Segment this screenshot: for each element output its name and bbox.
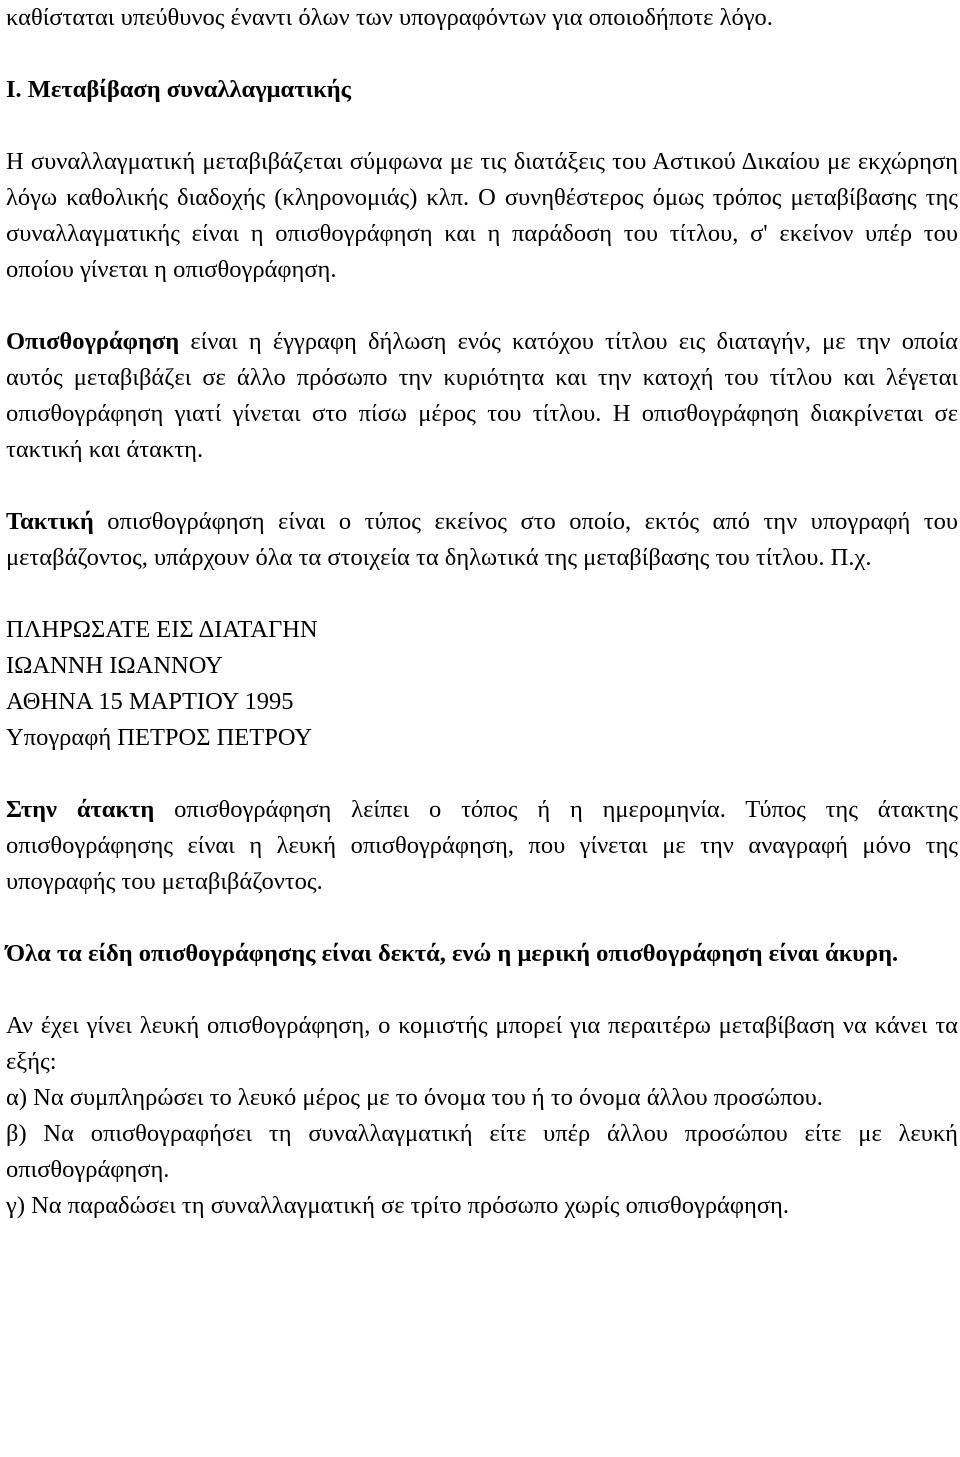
section-title: Ι. Μεταβίβαση συναλλαγματικής	[6, 76, 351, 103]
blank-endorsement-intro: Αν έχει γίνει λευκή οπισθογράφηση, ο κομιστής μπορεί για περαιτέρω μεταβίβαση να κάνει τα εξής:	[6, 1012, 958, 1075]
blank-option-b: β) Να οπισθογραφήσει τη συναλλαγματική είτε υπέρ άλλου προσώπου είτε με λευκή οπισθογράφηση.	[6, 1120, 958, 1183]
definition-paragraph	[6, 324, 958, 468]
document-page	[6, 0, 958, 1224]
rule-paragraph: Όλα τα είδη οπισθογράφησης είναι δεκτά, ενώ η μερική οπισθογράφηση είναι άκυρη.	[6, 940, 899, 967]
transfer-paragraph: Η συναλλαγματική μεταβιβάζεται σύμφωνα με τις διατάξεις του Αστικού Δικαίου με εκχώρηση λόγω καθολικής διαδοχής (κληρονομιάς) κλπ. Ο συνηθέστερος όμως τρόπος μεταβίβασης της συναλλαγματικής είναι η οπισθογράφηση και η παράδοση του τίτλου, σ' εκείνον υπέρ του οποίου γίνεται η οπισθογράφηση.	[6, 148, 958, 283]
intro-paragraph: καθίσταται υπεύθυνος έναντι όλων των υπογραφόντων για οποιοδήποτε λόγο.	[6, 4, 773, 31]
blank-option-c: γ) Να παραδώσει τη συναλλαγματική σε τρίτο πρόσωπο χωρίς οπισθογράφηση.	[6, 1192, 789, 1219]
irregular-text: οπισθογράφηση λείπει ο τόπος ή η ημερομηνία. Τύπος της άτακτης οπισθογράφησης είναι η λευκή οπισθογράφηση, που γίνεται με την αναγραφή μόνο της υπογραφής του μεταβιβάζοντος.	[6, 796, 958, 895]
irregular-term: Στην άτακτη	[6, 796, 155, 823]
endorsement-example	[6, 612, 958, 756]
blank-option-a: α) Να συμπληρώσει το λευκό μέρος με το όνομα του ή το όνομα άλλου προσώπου.	[6, 1084, 823, 1111]
irregular-endorsement-paragraph	[6, 792, 958, 900]
regular-endorsement-paragraph	[6, 504, 958, 576]
regular-text: οπισθογράφηση είναι ο τύπος εκείνος στο οποίο, εκτός από την υπογραφή του μεταβάζοντος, υπάρχουν όλα τα στοιχεία τα δηλωτικά της μεταβίβασης του τίτλου. Π.χ.	[6, 508, 958, 571]
example-line-payee: ΙΩΑΝΝΗ ΙΩΑΝΝΟΥ	[6, 652, 223, 679]
example-line-pay-order: ΠΛΗΡΩΣΑΤΕ ΕΙΣ ΔΙΑΤΑΓΗΝ	[6, 616, 318, 643]
example-line-place-date: ΑΘΗΝΑ 15 ΜΑΡΤΙΟΥ 1995	[6, 688, 294, 715]
regular-term: Τακτική	[6, 508, 94, 535]
example-line-signature: Υπογραφή ΠΕΤΡΟΣ ΠΕΤΡΟΥ	[6, 724, 313, 751]
definition-text: είναι η έγγραφη δήλωση ενός κατόχου τίτλου εις διαταγήν, με την οποία αυτός μεταβιβάζει σε άλλο πρόσωπο την κυριότητα και την κατοχή του τίτλου και λέγεται οπισθογράφηση γιατί γίνεται στο πίσω μέρος του τίτλου. Η οπισθογράφηση διακρίνεται σε τακτική και άτακτη.	[6, 328, 958, 463]
definition-term: Οπισθογράφηση	[6, 328, 180, 355]
